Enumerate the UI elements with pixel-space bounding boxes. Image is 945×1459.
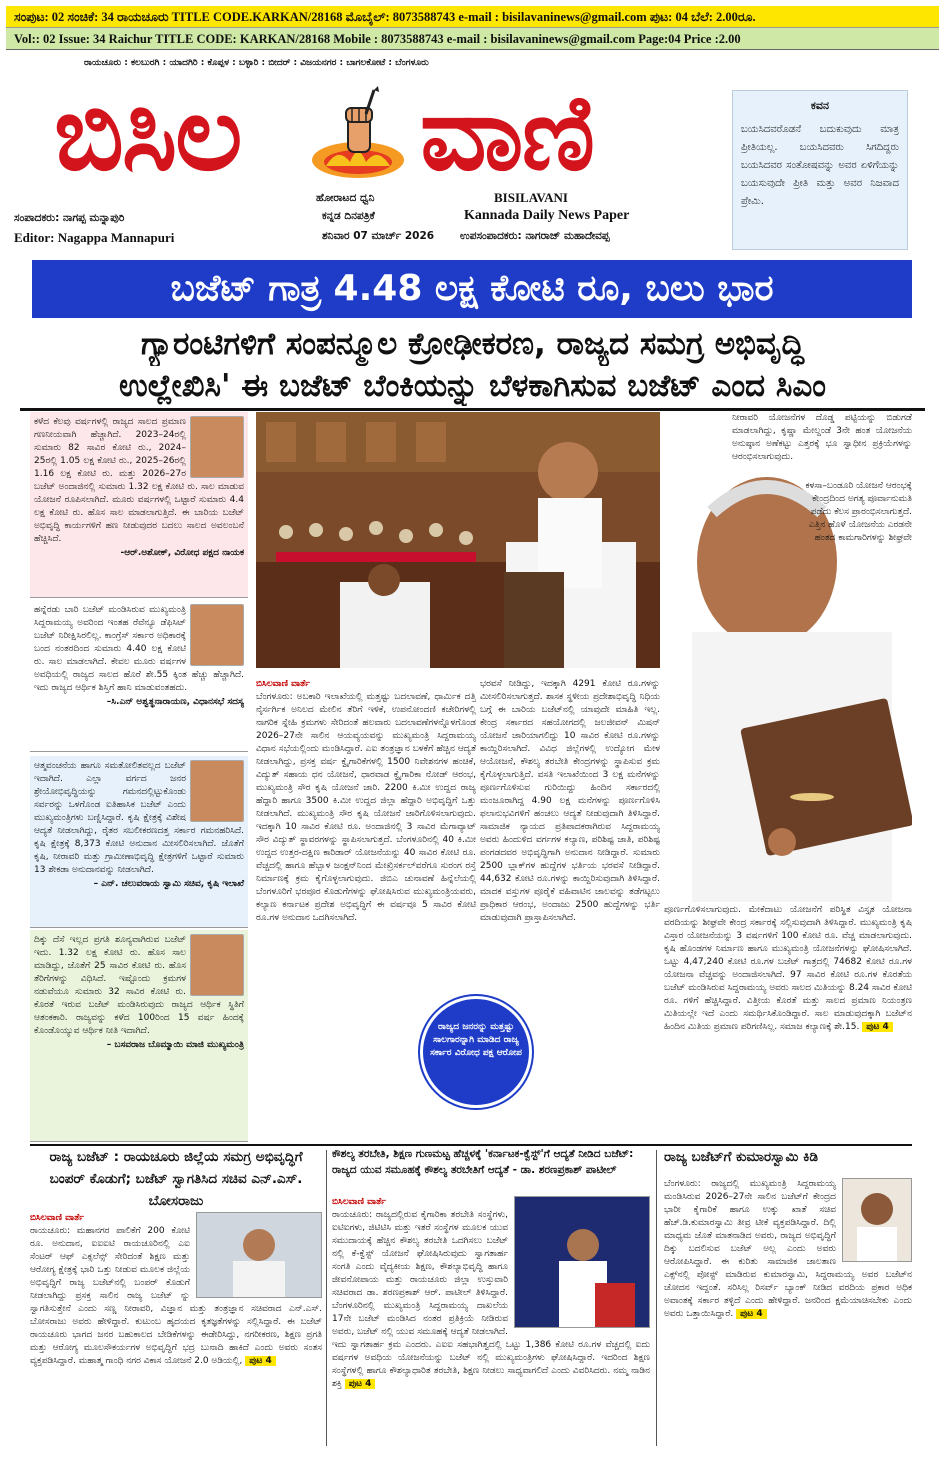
issue-date: ಶನಿವಾರ 07 ಮಾರ್ಚ್ 2026 [322, 230, 435, 242]
main-story-column-3 [664, 904, 912, 1138]
masthead-info-strip-english: Vol:: 02 Issue: 34 Raichur TITLE CODE: KARKAN/28168 Mobile : 8073588743 e-mail : bisilavaninews@gmail.com Page:04 Price :2.00 [6, 28, 939, 50]
main-story-text: ಭರವಸೆ ನೀಡಿದ್ದು, ಇದಕ್ಕಾಗಿ 4291 ಕೋಟಿ ರೂ.ಗಳನ್ನು ಮೀಸಲಿರಿಸಲಾಗುತ್ತದೆ. ಶಾಸಕ ಸ್ಥಳೀಯ ಪ್ರದೇಶಾಭಿವೃದ್ಧಿ ನಿಧಿಯ ಬಗ್ಗೆ ಈ ಬಾರಿಯ ಬಜೆಟ್‌ನಲ್ಲಿ ಯಾವುದೇ ಮಾಹಿತಿ ಇಲ್ಲ. ಕೇಂದ್ರ ಸರ್ಕಾರದ ಸಹಯೋಗದಲ್ಲಿ ಜಲಜೀವನ್ ಮಿಷನ್ ಯೋಜನೆ ಜಾರಿಯಾಗಲಿದ್ದು 10 ಸಾವಿರ ಕೋಟಿ ರೂ.ಗಳನ್ನು ಕಾಯ್ದಿರಿಸಲಾಗಿದೆ. ವಿವಿಧ ಜಿಲ್ಲೆಗಳಲ್ಲಿ ಉದ್ಯೋಗ ಮೇಳ ಆಯೋಜನೆ, ಕೌಶಲ್ಯ ತರಬೇತಿ ಕೇಂದ್ರಗಳನ್ನು ಸ್ಥಾಪಿಸುವ ಕ್ರಮ ಕೈಗೊಳ್ಳಲಾಗುತ್ತಿದೆ. ವಸತಿ ಇಲಾಖೆಯಿಂದ 3 ಲಕ್ಷ ಮನೆಗಳನ್ನು ಪೂರ್ಣಗೊಳಿಸುವ ಗುರಿಯಿದ್ದು ಹಿಂದಿನ ಸರ್ಕಾರದಲ್ಲಿ ಮಂಜೂರಾಗಿದ್ದ 4.90 ಲಕ್ಷ ಮನೆಗಳನ್ನು ಪೂರ್ಣಗೊಳಿಸಿ ಫಲಾನುಭವಿಗಳಿಗೆ ಹಂಚಲು ಆದ್ಯತೆ ನೀಡುವುದಾಗಿ ತಿಳಿಸಿದ್ದಾರೆ. ಸಾಮಾಜಿಕ ನ್ಯಾಯದ ಪ್ರತಿಪಾದಕರಾಗಿರುವ ಸಿದ್ದರಾಮಯ್ಯ ಅವರು ಹಿಂದುಳಿದ ವರ್ಗಗಳ ಕಲ್ಯಾಣ, ಪರಿಶಿಷ್ಟ ಜಾತಿ, ಪರಿಶಿಷ್ಟ ಪಂಗಡದವರ ಅಭಿವೃದ್ಧಿಗಾಗಿ ಅನುದಾನ ನೀಡಿದ್ದಾರೆ. ಸುಮಾರು 2500 ಬ್ಲಾಕ್‌ಗಳ ಹುದ್ದೆಗಳ ಭರ್ತಿಯ ಭರವಸೆ ನೀಡಿದ್ದಾರೆ. 44,632 ಕೋಟಿ ರೂ.ಗಳನ್ನು ಕಾಯ್ದಿರಿಸುವುದಾಗಿ ತಿಳಿಸಿದ್ದಾರೆ. ಮಾದಕ ವಸ್ತುಗಳ ಪೂರೈಕೆ ವಹಿವಾಟಿನ ಜಾಲವನ್ನು ತಡೆಗಟ್ಟಲು ಪ್ರಾಧಿಕಾರ ಆರಂಭ, ಅಂದಾಜು 2500 ಹುದ್ದೆಗಳನ್ನು ಭರ್ತಿ ಮಾಡುವುದಾಗಿ ಪ್ರಾಸ್ತಾಪಿಸಲಾಗಿದೆ. [480, 679, 660, 923]
story2-body [332, 1196, 650, 1448]
reaction-byline: -ಆರ್.ಅಶೋಕ್, ವಿರೋಧ ಪಕ್ಷದ ನಾಯಕ [120, 548, 244, 558]
story2-headline: ಕೌಶಲ್ಯ ತರಬೇತಿ, ಶಿಕ್ಷಣ ಗುಣಮಟ್ಟ ಹೆಚ್ಚಳಕ್ಕೆ 'ಕರ್ನಾಟಕ-ಕ್ವೆಸ್ಟ್'ಗೆ ಆದ್ಯತೆ ನೀಡಿದ ಬಜೆಟ್: ರಾಜ್ಯದ ಯುವ ಸಮೂಹಕ್ಕೆ ಕೌಶಲ್ಯ ತರಬೇತಿಗೆ ಆದ್ಯತೆ - ಡಾ. ಶರಣಪ್ರಕಾಶ್ ಪಾಟೀಲ್ [332, 1148, 634, 1176]
assembly-photo [256, 412, 660, 668]
story-right-top: ನೀರಾವರಿ ಯೋಜನೆಗಳ ದೊಡ್ಡ ಪಟ್ಟಿಯನ್ನು ಬಿಡುಗಡೆ ಮಾಡಲಾಗಿದ್ದು, ಕೃಷ್ಣಾ ಮೇಲ್ದಂಡೆ 3ನೇ ಹಂತ ಯೋಜನೆಯ ಅನುಷ್ಠಾನ ಅಣೆಕಟ್ಟು ಎತ್ತರಕ್ಕೆ ಭೂ ಸ್ವಾಧೀನ ಪ್ರಕ್ರಿಯೆಗಳನ್ನು ಆರಂಭಿಸಲಾಗುವುದು. [732, 413, 912, 462]
tagline: ಹೋರಾಟದ ಧ್ವನಿ [316, 192, 375, 204]
reaction-text: ಆತ್ಮವಂಚನೆಯ ಹಾಗೂ ಸಮತೋಲಿತವಲ್ಲದ ಬಜೆಟ್ ಇದಾಗಿದೆ. ಎಲ್ಲಾ ವರ್ಗದ ಜನರ ಶ್ರೇಯೋಭಿವೃದ್ಧಿಯನ್ನು ಗಮನದಲ್ಲಿಟ್ಟುಕೊಂಡು ಸರ್ವರನ್ನು ಒಳಗೊಂಡ ಐತಿಹಾಸಿಕ ಬಜೆಟ್ ಎಂದು ಮುಖ್ಯಮಂತ್ರಿಗಳು ಬಣ್ಣಿಸಿದ್ದಾರೆ. ಕೃಷಿ ಕ್ಷೇತ್ರಕ್ಕೆ ವಿಶೇಷ ಆದ್ಯತೆ ನೀಡಲಾಗಿದ್ದು, ರೈತರ ಸಬಲೀಕರಣದತ್ತ ಸರ್ಕಾರ ಗಮನಹರಿಸಿದೆ. ಕೃಷಿ ಕ್ಷೇತ್ರಕ್ಕೆ 8,373 ಕೋಟಿ ಅನುದಾನ ಮೀಸಲಿರಿಸಲಾಗಿದೆ. ಜೊತೆಗೆ ಕೃಷಿ, ನೀರಾವರಿ ಮತ್ತು ಗ್ರಾಮೀಣಾಭಿವೃದ್ಧಿ ಕ್ಷೇತ್ರಗಳಿಗೆ ಒಟ್ಟಾರೆ ಸುಮಾರು 13 ಶೇಕಡಾ ಅನುದಾನವನ್ನು ನೀಡಲಾಗಿದೆ. [34, 761, 244, 875]
news-desk-label: ಬಿಸಿಲವಾಣಿ ವಾರ್ತೆ [256, 679, 310, 689]
lead-subhead-2: ಉಲ್ಲೇಖಿಸಿ' ಈ ಬಜೆಟ್ ಬೆಂಕಿಯನ್ನು ಬೆಳಕಾಗಿಸುವ ಬಜೆಟ್ ಎಂದ ಸಿಎಂ [119, 368, 826, 404]
continued-on-page[interactable]: ಪುಟ 4 [736, 1309, 767, 1319]
minister-photo [196, 1212, 322, 1298]
reaction-portrait [190, 760, 244, 822]
reaction-byline: – ಎನ್. ಚಲುವರಾಯ ಸ್ವಾಮಿ ಸಚಿವ, ಕೃಷಿ ಇಲಾಖೆ [93, 879, 244, 889]
editor-english: Editor: Nagappa Mannapuri [14, 230, 175, 245]
minister-speaking-photo [514, 1196, 650, 1328]
story3-text: ಬೆಂಗಳೂರು: ರಾಜ್ಯದಲ್ಲಿ ಮುಖ್ಯಮಂತ್ರಿ ಸಿದ್ದರಾಮಯ್ಯ ಮಂಡಿಸಿರುವ 2026–27ನೇ ಸಾಲಿನ ಬಜೆಟ್‌ಗೆ ಕೇಂದ್ರದ ಭಾರೀ ಕೈಗಾರಿಕೆ ಹಾಗೂ ಉಕ್ಕು ಖಾತೆ ಸಚಿವ ಹೆಚ್.ಡಿ.ಕುಮಾರಸ್ವಾಮಿ ತೀವ್ರ ಟೀಕೆ ವ್ಯಕ್ತಪಡಿಸಿದ್ದಾರೆ. ದಿಲ್ಲಿ ಮಾಧ್ಯಮ ಜೊತೆ ಮಾತನಾಡಿದ ಅವರು, ರಾಜ್ಯದ ಅಭಿವೃದ್ಧಿಗೆ ದಿಕ್ಕು ಬದಲಿಸುವ ಬಜೆಟ್ ಅಲ್ಲ ಎಂದು ಅವರು ಆರೋಪಿಸಿದ್ದಾರೆ. ಈ ಕುರಿತು ಸಾಮಾಜಿಕ ಜಾಲತಾಣ ಎಕ್ಸ್‌ನಲ್ಲಿ ಪೋಸ್ಟ್ ಮಾಡಿರುವ ಕುಮಾರಸ್ವಾಮಿ, ಸಿದ್ದರಾಮಯ್ಯ ಅವರ ಬಜೆಟ್‌ನ ಚೋದನ ಇದ್ದಂತೆ. ಸರಿಸಿಲ್ಲ ರಿಸರ್ವ್ ಬ್ಯಾಂಕ್ ನೀಡಿದ ವರದಿಯ ಪ್ರಕಾರ ಅಧಿಕ ಅವಾಂತಕ್ಕೆ ಸರ್ಕಾರ ತಳ್ಳಿದೆ ಎಂದು ಹೇಳಿದ್ದಾರೆ. ಜನರಿಂದ ಕ್ಷಮೆಯಾಚಿಸಬೇಕು ಎಂದು ಅವರು ಒತ್ತಾಯಿಸಿದ್ದಾರೆ. [664, 1179, 912, 1319]
story-right-mid: ಕಳಸಾ–ಬಂಡೂರಿ ಯೋಜನೆ ಆರಂಭಕ್ಕೆ ಕೇಂದ್ರದಿಂದ ಅಗತ್ಯ ಪೂರ್ವಾನುಮತಿ ಪಡೆದು ಕೆಲಸ ಪ್ರಾರಂಭಿಸಲಾಗುತ್ತದೆ. ಎತ್ತಿನ ಹೊಳೆ ಯೋಜನೆಯ ಎರಡನೇ ಹಂತದ ಕಾಮಗಾರಿಗಳನ್ನು ಶೀಘ್ರವೇ [805, 481, 912, 543]
story2-text: ರಾಯಚೂರು: ರಾಜ್ಯದಲ್ಲಿರುವ ಕೈಗಾರಿಕಾ ತರಬೇತಿ ಸಂಸ್ಥೆಗಳು, ಐಟಿಐಗಳು, ಜಿಟಿಟಿಸಿ ಮತ್ತು ಇತರೆ ಸಂಸ್ಥೆಗಳ ಮೂಲಕ ಯುವ ಸಮುದಾಯಕ್ಕೆ ಹೆಚ್ಚಿನ ಕೌಶಲ್ಯ ತರಬೇತಿ ಒದಗಿಸಲು ಬಜೆಟ್ ನಲ್ಲಿ ಕೆ-ಕ್ವೆಸ್ಟ್ ಯೋಜನೆ ಘೋಷಿಸಿರುವುದು ಸ್ವಾಗತಾರ್ಹ ಸಂಗತಿ ಎಂದು ವೈದ್ಯಕೀಯ ಶಿಕ್ಷಣ, ಕೌಶಲ್ಯಾಭಿವೃದ್ಧಿ ಹಾಗೂ ಜೀವನೋಪಾಯ ಮತ್ತು ರಾಯಚೂರು ಜಿಲ್ಲಾ ಉಸ್ತುವಾರಿ ಸಚಿವರಾದ ಡಾ. ಶರಣಪ್ರಕಾಶ್ ಆರ್. ಪಾಟೀಲ್ ತಿಳಿಸಿದ್ದಾರೆ. ಬೆಂಗಳೂರಿನಲ್ಲಿ ಮುಖ್ಯಮಂತ್ರಿ ಸಿದ್ದರಾಮಯ್ಯ ದಾಖಲೆಯ 17ನೇ ಬಜೆಟ್ ಮಂಡಿಸಿದ ನಂತರ ಪ್ರತಿಕ್ರಿಯೆ ನೀಡಿರುವ ಅವರು, ಬಜೆಟ್ ನಲ್ಲಿ ಯುವ ಸಮೂಹಕ್ಕೆ ಆದ್ಯತೆ ನೀಡಲಾಗಿದೆ. ಇದು ಸ್ವಾಗತಾರ್ಹ ಕ್ರಮ ಎಂದರು. ಎಐಐ ಸಹಭಾಗಿತ್ವದಲ್ಲಿ ಒಟ್ಟು 1,386 ಕೋಟಿ ರೂ.ಗಳ ವೆಚ್ಚದಲ್ಲಿ ಐದು ವರ್ಷಗಳ ಅವಧಿಯ ಯೋಜನೆಯನ್ನು ಬಜೆಟ್ ನಲ್ಲಿ ಮುಖ್ಯಮಂತ್ರಿಗಳು ಘೋಷಿಸಿದ್ದಾರೆ. ಇದರಿಂದ ಶಿಕ್ಷಣ ಸಂಸ್ಥೆಗಳಲ್ಲಿ ಹಾಗೂ ಕೌಶಲ್ಯಾಧಾರಿತ ತರಬೇತಿ, ಶಿಕ್ಷಣ ನೀಡಲು ಸಾಧ್ಯವಾಗಲಿದೆ ಎಂದು ವಿವರಿಸಿದರು. ನಮ್ಮ ನಾಡಿನ ಶಕ್ತಿ [332, 1210, 650, 1389]
english-title: BISILAVANI [494, 190, 568, 205]
story3-body [664, 1178, 912, 1448]
reaction-portrait [190, 604, 244, 666]
sub-editor: ಉಪಸಂಪಾದಕರು: ನಾಗರಾಜ್ ಮಹಾದೇವಪ್ಪ [460, 230, 610, 242]
pullquote-circle: ರಾಜ್ಯದ ಜನರನ್ನು ಮತ್ತಷ್ಟು ಸಾಲಗಾರನ್ನಾಗಿ ಮಾಡಿದ ರಾಜ್ಯ ಸರ್ಕಾರ ವಿರೋಧ ಪಕ್ಷ ಆರೋಪ [420, 996, 532, 1108]
reaction-box [30, 600, 248, 752]
divider [20, 408, 925, 411]
lead-subhead-1: ಗ್ಯಾರಂಟಿಗಳಿಗೆ ಸಂಪನ್ಮೂಲ ಕ್ರೋಢೀಕರಣ, ರಾಜ್ಯದ ಸಮಗ್ರ ಅಭಿವೃದ್ಧಿ [140, 326, 804, 362]
masthead-title-right: ವಾಣಿ [420, 72, 594, 194]
masthead-title [46, 68, 676, 198]
reaction-text: ಕಳೆದ ಕೆಲವು ವರ್ಷಗಳಲ್ಲಿ ರಾಜ್ಯದ ಸಾಲದ ಪ್ರಮಾಣ ಗಣನೀಯವಾಗಿ ಹೆಚ್ಚಾಗಿದೆ. 2023–24ರಲ್ಲಿ ಸುಮಾರು 82 ಸಾವಿರ ಕೋಟಿ ರು., 2024–25ರಲ್ಲಿ 1.05 ಲಕ್ಷ ಕೋಟಿ ರು., 2025–26ರಲ್ಲಿ 1.16 ಲಕ್ಷ ಕೋಟಿ ರು. ಮತ್ತು 2026–27ರ ಬಜೆಟ್ ಅಂದಾಜಿನಲ್ಲಿ ಸುಮಾರು 1.32 ಲಕ್ಷ ಕೋಟಿ ರು. ಸಾಲ ಮಾಡುವ ಯೋಜನೆ ರೂಪಿಸಲಾಗಿದೆ. ಮೂರು ವರ್ಷಗಳಲ್ಲಿ ಒಟ್ಟಾರೆ ಸುಮಾರು 4.4 ಲಕ್ಷ ಕೋಟಿ ರು. ಹೊಸ ಸಾಲ ಮಾಡಲಾಗುತ್ತಿದೆ. ಈ ಬಾರಿಯ ಬಜೆಟ್ ಅಭಿವೃದ್ಧಿ ಕಾರ್ಯಗಳಿಗೆ ಹಣ ನೀಡುವುದರ ಬದಲು ಸಾಲದ ಅವಲಂಬನೆ ಹೆಚ್ಚಿಸಿದೆ. [34, 417, 244, 544]
column-rule [656, 1150, 657, 1446]
news-desk-label: ಬಿಸಿಲವಾಣಿ ವಾರ್ತೆ [30, 1213, 84, 1223]
kumaraswamy-photo [842, 1178, 912, 1262]
district-list: ರಾಯಚೂರು : ಕಲಬುರಗಿ : ಯಾದಗಿರಿ : ಕೊಪ್ಪಳ : ಬಳ್ಳಾರಿ : ಬೀದರ್ : ವಿಜಯನಗರ : ಬಾಗಲಕೋಟೆ : ಬೆಂಗಳೂರು [84, 58, 429, 68]
main-story-text: ಬೆಂಗಳೂರು: ಅಬಕಾರಿ ಇಲಾಖೆಯಲ್ಲಿ ಮತ್ತಷ್ಟು ಬದಲಾವಣೆ, ಧಾರ್ಮಿಕ ದತ್ತಿ ನೈರ್ಸರ್ಗಿಕ ಅನಿಲದ ಮೇಲಿನ ತೆರಿಗೆ ಇಳಿಕೆ, ಉಪನೋಂದಣಿ ಕಚೇರಿಗಳಲ್ಲಿ ನಾಗರಿಕ ಸ್ನೇಹಿ ಕ್ರಮಗಳು ಸೇರಿದಂತೆ ಹಲವಾರು ಬದಲಾವಣೆಗಳನ್ನೊಳಗೊಂಡ 2026–27ನೇ ಸಾಲಿನ ಆಯವ್ಯಯವನ್ನು ಮುಖ್ಯಮಂತ್ರಿ ಸಿದ್ದರಾಮಯ್ಯ ವಿಧಾನ ಸಭೆಯಲ್ಲಿಂದು ಮಂಡಿಸಿದ್ದಾರೆ. ಎಐ ತಂತ್ರಜ್ಞಾನ ಬಳಕೆಗೆ ಹೆಚ್ಚಿನ ಆದ್ಯತೆ ನೀಡಲಾಗಿದ್ದು, ಪ್ರಸಕ್ತ ವರ್ಷ ಕ್ವೈಗಾರಿಕೆಗಳಲ್ಲಿ 1500 ನಿವೇಶನಗಳ ಹಂಚಿಕೆ, ವಿದ್ಯುತ್ ಸಹಾಯ ಧನ ಯೋಜನೆ, ಧಾರವಾಡ ಕ್ವೈಗಾರಿಕಾ ನೋಡ್ ಆರಂಭ, ಮುಖ್ಯಮಂತ್ರಿ ಸೌರ ಕೃಷಿ ಯೋಜನೆ ಜಾರಿ. 2200 ಕಿ.ಮೀ ಉದ್ದದ ರಾಜ್ಯ ಹೆದ್ದಾರಿ ಹಾಗೂ 3500 ಕಿ.ಮೀ ಉದ್ದದ ಜಿಲ್ಲಾ ಹೆದ್ದಾರಿ ಅಭಿವೃದ್ಧಿಗೆ ಒತ್ತು ನೀಡಲಾಗಿದೆ. ಮುಖ್ಯಮಂತ್ರಿ ಸೌರ ಕೃಷಿ ಯೋಜನೆ ಜಾರಿಗೊಳಿಸಲಾಗುವುದು. ಇದಕ್ಕಾಗಿ 10 ಸಾವಿರ ಕೋಟಿ ರೂ. ಅಂದಾಜಿನಲ್ಲಿ 3 ಸಾವಿರ ಮೆಗಾವ್ಯಾಟ್ ಸೌರ ವಿದ್ಯುತ್ ಸ್ಥಾವರಗಳನ್ನು ಸ್ಥಾಪಿಸಲಾಗುತ್ತದೆ. ಬೆಂಗಳೂರಿನಲ್ಲಿ 40 ಕಿ.ಮೀ ಉದ್ದದ ಉತ್ತರ-ದಕ್ಷಿಣ ಕಾರಿಡಾರ್ ಯೋಜನೆಯನ್ನು 40 ಸಾವಿರ ಕೋಟಿ ರೂ. ವೆಚ್ಚದಲ್ಲಿ ಹಾಗೂ ಹೆಬ್ಬಾಳ ಜಂಕ್ಷನ್‌ನಿಂದ ಮೇಖ್ರಿಸರ್ಕಲ್‌ವರೆಗೂ ಸುರಂಗ ರಸ್ತೆ ನಿರ್ಮಾಣಕ್ಕೆ ಕ್ರಮ ಕೈಗೊಳ್ಳಲಾಗುವುದು. ಜಿಬಿಎ ಚುನಾವಣೆ ಹಿನ್ನೆಲೆಯಲ್ಲಿ ಬೆಂಗಳೂರಿಗೆ ಭರಪೂರ ಕೊಡುಗೆಗಳನ್ನು ಘೋಷಿಸಿರುವ ಮುಖ್ಯಮಂತ್ರಿಯವರು, ಕಲ್ಯಾಣ ಕರ್ನಾಟಕ ಪ್ರದೇಶ ಅಭಿವೃದ್ಧಿಗೆ ಈ ವರ್ಷವೂ 5 ಸಾವಿರ ಕೋಟಿ ರೂ.ಗಳ ಅನುದಾನ ಒದಗಿಸಲಾಗಿದೆ. [256, 692, 476, 923]
reaction-byline: –ಸಿ.ಎನ್ ಅಶ್ವತ್ಥನಾರಾಯಣ, ವಿಧಾನಸಭೆ ಸದಸ್ಯ [106, 697, 244, 707]
paper-type: ಕನ್ನಡ ದಿನಪತ್ರಿಕೆ [322, 210, 375, 222]
story3-headline: ರಾಜ್ಯ ಬಜೆಟ್‌ಗೆ ಕುಮಾರಸ್ವಾಮಿ ಕಿಡಿ [664, 1149, 818, 1165]
lead-headline: ಬಜೆಟ್ ಗಾತ್ರ 4.48 ಲಕ್ಷ ಕೋಟಿ ರೂ, ಬಲು ಭಾರ [32, 260, 912, 318]
reaction-box [30, 756, 248, 928]
story1-body [30, 1212, 322, 1448]
reaction-portrait [190, 416, 244, 478]
reaction-text: ಹನ್ನೆರಡು ಬಾರಿ ಬಜೆಟ್ ಮಂಡಿಸಿರುವ ಮುಖ್ಯಮಂತ್ರಿ ಸಿದ್ದರಾಮಯ್ಯ ಅವರಿಂದ ಇಂತಹ ರೆವೆನ್ಯೂ ಡೆಫಿಸಿಟ್ ಬಜೆಟ್ ನಿರೀಕ್ಷಿಸಿರಲಿಲ್ಲ. ಕಾಂಗ್ರೆಸ್ ಸರ್ಕಾರ ಅಧಿಕಾರಕ್ಕೆ ಬಂದ ನಂತರದಿಂದ ಸುಮಾರು 4.40 ಲಕ್ಷ ಕೋಟಿ ರು. ಸಾಲ ಮಾಡಲಾಗಿದೆ. ಕೇವಲ ಮೂರು ವರ್ಷಗಳ ಅವಧಿಯಲ್ಲಿ ರಾಜ್ಯದ ಸಾಲದ ಹೊರೆ ಶೇ.55 ಕ್ಕಿಂತ ಹೆಚ್ಚು ಹೆಚ್ಚಾಗಿದೆ. ಇದು ರಾಜ್ಯದ ಆರ್ಥಿಕ ಶಿಸ್ತಿಗೆ ಹಾನಿ ಮಾಡುವಂತಹದು. [34, 605, 244, 693]
fist-flame-logo [308, 82, 408, 182]
poem-box [732, 90, 908, 250]
editor-kannada: ಸಂಪಾದಕರು: ನಾಗಪ್ಪ ಮನ್ನಾಪುರಿ [14, 212, 125, 224]
reaction-byline: – ಬಸವರಾಜ ಬೊಮ್ಮಾಯಿ ಮಾಜಿ ಮುಖ್ಯಮಂತ್ರಿ [106, 1040, 244, 1050]
poem-title: ಕವನ [810, 99, 830, 112]
story1-headline: ರಾಜ್ಯ ಬಜೆಟ್ : ರಾಯಚೂರು ಜಿಲ್ಲೆಯ ಸಮಗ್ರ ಅಭಿವೃದ್ಧಿಗೆ ಬಂಪರ್ ಕೊಡುಗೆ; ಬಜೆಟ್ ಸ್ವಾಗತಿಸಿದ ಸಚಿವ ಎನ್.ಎಸ್. ಬೋಸರಾಜು [49, 1149, 303, 1209]
masthead-title-left: ಬಿಸಿಲ [54, 72, 241, 194]
reaction-box [30, 412, 248, 598]
reaction-text: ದಿಕ್ಕು ದೆಸೆ ಇಲ್ಲದ ಪ್ರಗತಿ ಶೂನ್ಯವಾಗಿರುವ ಬಜೆಟ್ ಇದು. 1.32 ಲಕ್ಷ ಕೋಟಿ ರು. ಹೊಸ ಸಾಲ ಮಾಡಿದ್ದು, ಜೊತೆಗೆ 25 ಸಾವಿರ ಕೋಟಿ ರು. ಹೊಸ ತೆರಿಗೆಗಳನ್ನು ವಿಧಿಸಿದೆ. ಇಷ್ಟೊಂದು ಕ್ರಮಗಳ ನಡುವೆಯೂ ಸುಮಾರು 32 ಸಾವಿರ ಕೋಟಿ ರು. ಕೊರತೆ ಇರುವ ಬಜೆಟ್ ಮಂಡಿಸಿರುವುದು ರಾಜ್ಯದ ಆರ್ಥಿಕ ಸ್ಥಿತಿಗೆ ಆತಂಕಕಾರಿ. ರಾಜ್ಯವನ್ನು ಕಳೆದ 100ರಿಂದ 15 ವರ್ಷ ಹಿಂದಕ್ಕೆ ಕೊಂಡೊಯ್ಯುವ ಆರ್ಥಿಕ ನೀತಿ ಇದಾಗಿದೆ. [34, 935, 244, 1036]
main-story-text: ಪೂರ್ಣಗೊಳಿಸಲಾಗುವುದು. ಮೇಕೆದಾಟು ಯೋಜನೆಗೆ ಪರಿಸ್ಥಿತ ವಿಸ್ತೃತ ಯೋಜನಾ ವರದಿಯನ್ನು ಶೀಘ್ರವೇ ಕೇಂದ್ರ ಸರ್ಕಾರಕ್ಕೆ ಸಲ್ಲಿಸುವುದಾಗಿ ತಿಳಿಸಿದ್ದಾರೆ. ಮುಖ್ಯಮಂತ್ರಿ ಕೃಷಿ ವಿಸ್ತಾರ ಯೋಜನೆಯನ್ನು 3 ವರ್ಷಗಳಿಗೆ 100 ಕೋಟಿ ರೂ. ವೆಚ್ಚ ಮಾಡಲಾಗುವುದು. ಕೃಷಿ ಹೊಂಡಗಳ ನಿರ್ಮಾಣ ಹಾಗೂ ಮುಖ್ಯಮಂತ್ರಿ ಯೋಜನೆಗಳನ್ನು ಘೋಷಿಸಲಾಗಿದೆ. ಒಟ್ಟು 4,47,240 ಕೋಟಿ ರೂ.ಗಳ ಬಜೆಟ್ ಗಾತ್ರದಲ್ಲಿ 74682 ಕೋಟಿ ರೂ.ಗಳ ಯೋಜನಾ ವೆಚ್ಚವನ್ನು ಅಂದಾಜಿಸಲಾಗಿದೆ. 97 ಸಾವಿರ ಕೋಟಿ ರೂ.ಗಳ ಕೊರತೆಯ ಬಜೆಟ್ ಮಂಡಿಸಿರುವ ಸಿದ್ದರಾಮಯ್ಯ ಅವರು ಸಾಲದ ಮಿತಿಯನ್ನು 8.24 ಸಾವಿರ ಕೋಟಿ ರೂ. ಗಳಿಗೆ ಹೆಚ್ಚಿಸಿದ್ದಾರೆ. ವಿತ್ತೀಯ ಕೊರತೆ ಮತ್ತು ಸಾಲದ ಪ್ರಮಾಣ ನಿಯಂತ್ರಣ ಮಿತಿಯಲ್ಲೇ ಇದೆ ಎಂದು ಸಮರ್ಥಿಸಿಕೊಂಡಿದ್ದಾರೆ. ಸಾಲ ಮಾಡುವುದಕ್ಕಾಗಿ ಬಜೆಟ್‌ನ ಹಿಂದಿನ ಮಿತಿಯ ಪ್ರಮಾಣ ಪರಿಗಣಿಸಿಲ್ಲ. ಸಮಾಜ ಕಲ್ಯಾಣಕ್ಕೆ ಶೇ.15. [664, 905, 912, 1032]
column-rule [326, 1150, 327, 1446]
news-desk-label: ಬಿಸಿಲವಾಣಿ ವಾರ್ತೆ [332, 1197, 386, 1207]
reaction-portrait [190, 934, 244, 996]
reaction-box [30, 930, 248, 1142]
poem-text: ಬಯಸಿದವರೊಡನೆ ಬದುಕುವುದು ಮಾತ್ರ ಪ್ರೀತಿಯಲ್ಲ. ಬಯಸಿದವರು ಸಿಗದಿದ್ದರು ಬಯಸಿದವರ ಸಂತೋಷವನ್ನು ಅವರ ಏಳಿಗೆಯನ್ನು ಬಯಸುವುದೇ ಪ್ರೀತಿ ಮತ್ತು ಅವರ ನಿಜವಾದ ಪ್ರೇಮಿ. [741, 124, 899, 207]
continued-on-page[interactable]: ಪುಟ 4 [345, 1379, 376, 1389]
english-subtitle: Kannada Daily News Paper [464, 208, 630, 223]
continued-on-page[interactable]: ಪುಟ 4 [862, 1022, 893, 1032]
masthead-info-strip-kannada: ಸಂಪುಟ: 02 ಸಂಚಿಕೆ: 34 ರಾಯಚೂರು TITLE CODE.KARKAN/28168 ಮೊಬೈಲ್: 8073588743 e-mail : bisilavaninews@gmail.com ಪುಟ: 04 ಬೆಲೆ: 2.00ರೂ. [6, 6, 939, 28]
story1-text: ರಾಯಚೂರು: ಮಹಾನಗರ ಪಾಲಿಕೆಗೆ 200 ಕೋಟಿ ರೂ. ಅನುದಾನ, ಐಐಐಟಿ ರಾಯಚೂರಿನಲ್ಲಿ ಎಐ ಸೆಂಟರ್ ಆಫ್ ಎಕ್ಸಲೆನ್ಸ್ ಸೇರಿದಂತೆ ಶಿಕ್ಷಣ ಮತ್ತು ಆರೋಗ್ಯ ಕ್ಷೇತ್ರಕ್ಕೆ ಭಾರಿ ಒತ್ತು ನೀಡುವ ಮೂಲಕ ಜಿಲ್ಲೆಯ ಅಭಿವೃದ್ಧಿಗೆ ರಾಜ್ಯ ಬಜೆಟ್‌ನಲ್ಲಿ ಬಂಪರ್ ಕೊಡುಗೆ ನೀಡಲಾಗಿದ್ದು ಪ್ರಸಕ್ತ ಸಾಲಿನ ರಾಜ್ಯ ಬಜೆಟ್ ನ್ನು ಸ್ವಾಗತಿಸುತ್ತೇನೆ ಎಂದು ಸಣ್ಣ ನೀರಾವರಿ, ವಿಜ್ಞಾನ ಮತ್ತು ತಂತ್ರಜ್ಞಾನ ಸಚಿವರಾದ ಎನ್.ಎಸ್. ಬೋಸರಾಜು ಅವರು ಹೇಳಿದ್ದಾರೆ. ಕುಟುಂಬ ಹೃದಯದ ಕೃತಜ್ಞತೆಗಳನ್ನು ಸಲ್ಲಿಸಿದ್ದಾರೆ. ಈ ಬಜೆಟ್ ರಾಯಚೂರು ಭಾಗದ ಜನರ ಬಹುಕಾಲದ ಬೇಡಿಕೆಗಳನ್ನು ಈಡೇರಿಸಿದ್ದು, ನಗರೀಕರಣ, ಶಿಕ್ಷಣ ಪ್ರಗತಿ ಮತ್ತು ಆರೋಗ್ಯ ಮೂಲಸೌಕರ್ಯಗಳ ಅಭಿವೃದ್ಧಿಗೆ ಭದ್ರ ಬುನಾದಿ ಹಾಕಿದೆ ಎಂದು ಅವರು ಸಂತಸ ವ್ಯಕ್ತಪಡಿಸಿದ್ದಾರೆ. ಮಹಾತ್ಮ ಗಾಂಧಿ ನಗರ ವಿಕಾಸ ಯೋಜನೆ 2.0 ಅಡಿಯಲ್ಲಿ, [30, 1226, 322, 1366]
continued-on-page[interactable]: ಪುಟ 4 [245, 1356, 276, 1366]
